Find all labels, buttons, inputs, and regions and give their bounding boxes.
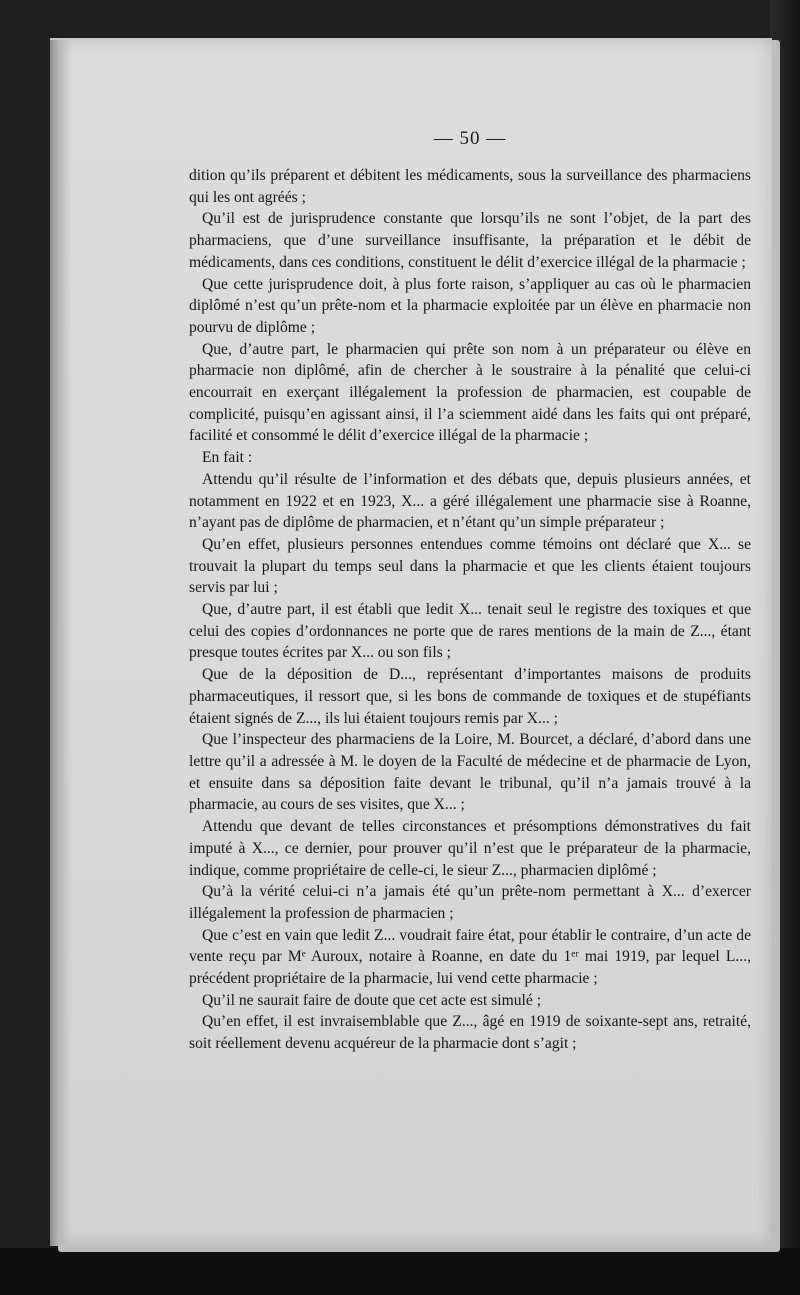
- paragraph: En fait :: [202, 449, 253, 467]
- scanner-background-bottom: [0, 1248, 800, 1295]
- paragraph: Que cette jurisprudence doit, à plus forte raison, s’appliquer au cas où le pharmacien diplômé n’est qu’un prête-nom et la pharmacie exploitée par un élève en pharmacie non pourvu de diplôme ;: [189, 275, 751, 336]
- paragraph: Que, d’autre part, le pharmacien qui prête son nom à un préparateur ou élève en pharmacie non diplômé, afin de chercher à le soustraire à la pénalité que celui-ci encourrait en exerçant illégalement la profession de pharmacien, est coupable de complicité, puisqu’en agissant ainsi, il l’a sciemment aidé dans les faits qui ont préparé, facilité et consommé le délit d’exercice illégal de la pharmacie ;: [189, 340, 751, 445]
- paragraph: Attendu que devant de telles circonstances et présomptions démonstratives du fait imputé à X..., ce dernier, pour prouver qu’il n’est que le préparateur de la pharmacie, indique, comme propriétaire de celle-ci, le sieur Z..., pharmacien diplômé ;: [189, 818, 751, 879]
- paragraph: Que de la déposition de D..., représentant d’importantes maisons de produits pharmaceutiques, il ressort que, si les bons de commande de toxiques et de stupéfiants étaient signés de Z..., ils lui étaient toujours remis par X... ;: [189, 666, 751, 727]
- paragraph: Qu’en effet, il est invraisemblable que Z..., âgé en 1919 de soixante-sept ans, retraité, soit réellement devenu acquéreur de la pharmacie dont s’agit ;: [189, 1013, 751, 1053]
- paragraph: Que c’est en vain que ledit Z... voudrait faire état, pour établir le contraire, d’un acte de vente reçu par Mᵉ Auroux, notaire à Roanne, en date du 1ᵉʳ mai 1919, par lequel L..., précédent propriétaire de la pharmacie, lui vend cette pharmacie ;: [189, 926, 751, 988]
- paragraph: Que l’inspecteur des pharmaciens de la Loire, M. Bourcet, a déclaré, d’abord dans une lettre qu’il a adressée à M. le doyen de la Faculté de médecine et de pharmacie de Lyon, et ensuite dans sa déposition faite devant le tribunal, qu’il n’a jamais trouvé à la pharmacie, au cours de ses visites, que X... ;: [189, 731, 751, 814]
- page-number: — 50 —: [433, 128, 507, 149]
- paragraph: Qu’en effet, plusieurs personnes entendues comme témoins ont déclaré que X... se trouvait la plupart du temps seul dans la pharmacie et que les clients étaient toujours servis par lui ;: [189, 535, 751, 597]
- paragraph: dition qu’ils préparent et débitent les médicaments, sous la surveillance des pharmaciens qui les ont agréés ;: [189, 167, 751, 206]
- paragraph: Qu’à la vérité celui-ci n’a jamais été qu’un prête-nom permettant à X... d’exercer illégalement la profession de pharmacien ;: [189, 883, 751, 922]
- paragraph: Qu’il est de jurisprudence constante que lorsqu’ils ne sont l’objet, de la part des pharmaciens, que d’une surveillance insuffisante, la préparation et le débit de médicaments, dans ces conditions, constituent le délit d’exercice illégal de la pharmacie ;: [189, 210, 751, 271]
- paragraph: Que, d’autre part, il est établi que ledit X... tenait seul le registre des toxiques et que celui des copies d’ordonnances ne porte que de rares mentions de la main de Z..., étant presque toutes écrites par X... ou son fils ;: [189, 601, 751, 662]
- paragraph: Qu’il ne saurait faire de doute que cet acte est simulé ;: [202, 991, 542, 1009]
- paragraph: Attendu qu’il résulte de l’information et des débats que, depuis plusieurs années, et notamment en 1922 et en 1923, X... a géré illégalement une pharmacie sise à Roanne, n’ayant pas de diplôme de pharmacien, et n’étant qu’un simple préparateur ;: [189, 470, 751, 532]
- body-text: [189, 165, 751, 1055]
- page-spine-shadow: [50, 40, 72, 1246]
